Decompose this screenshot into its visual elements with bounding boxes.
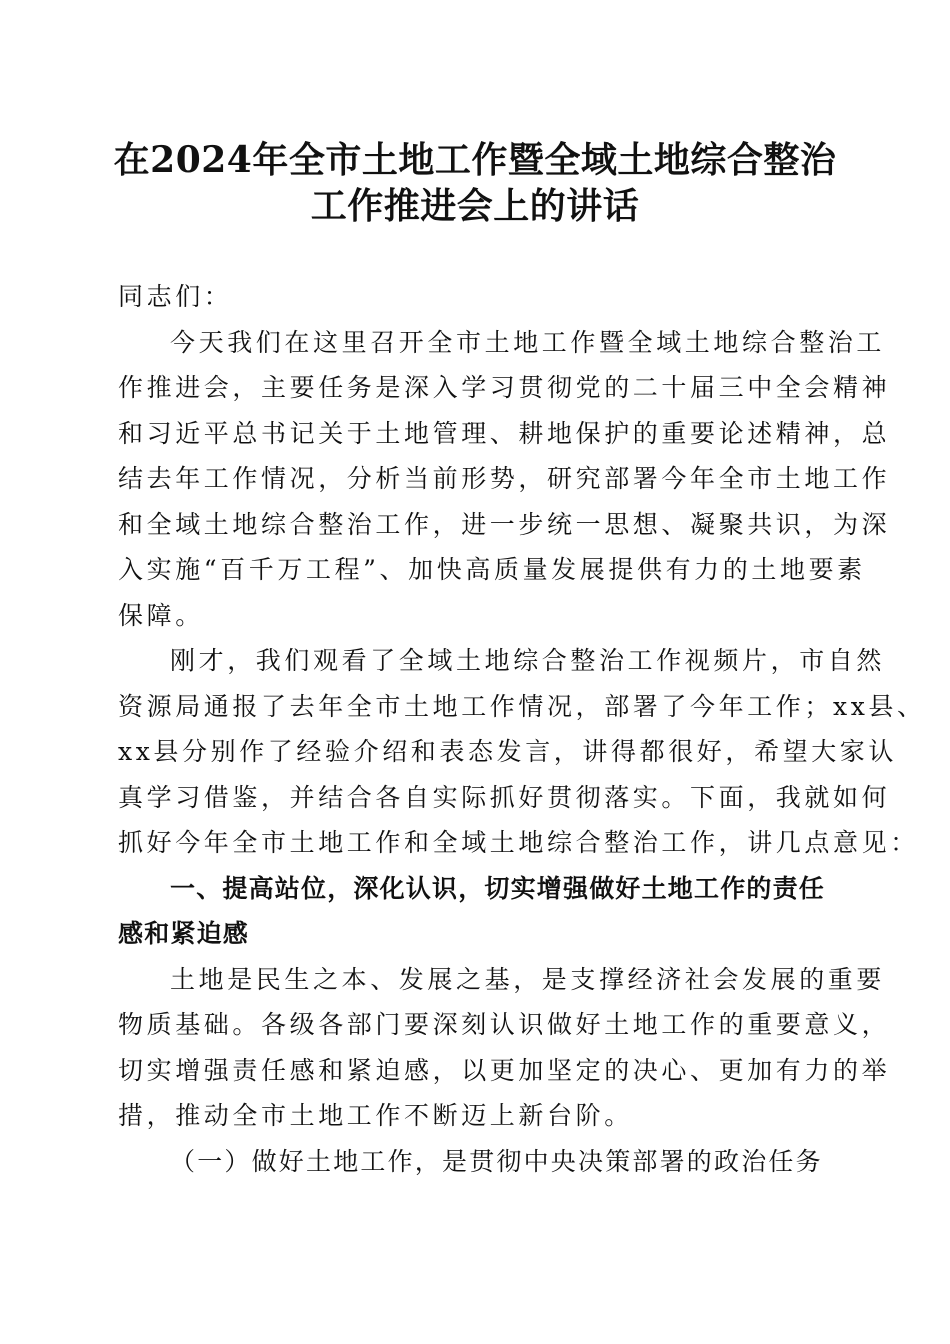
- document-title-line-1: 在2024年全市土地工作暨全域土地综合整治: [113, 139, 837, 181]
- document-title-line-2: 工作推进会上的讲话: [310, 185, 640, 227]
- paragraph-line: 物质基础。各级各部门要深刻认识做好土地工作的重要意义，: [118, 1010, 891, 1039]
- paragraph-line: xx县分别作了经验介绍和表态发言，讲得都很好，希望大家认: [118, 737, 898, 766]
- paragraph-line: 和全域土地综合整治工作，进一步统一思想、凝聚共识，为深: [118, 510, 891, 539]
- paragraph-line: 切实增强责任感和紧迫感，以更加坚定的决心、更加有力的举: [118, 1056, 891, 1085]
- subsection-heading: （一）做好土地工作，是贯彻中央决策部署的政治任务: [170, 1147, 823, 1176]
- paragraph-line: 刚才，我们观看了全域土地综合整治工作视频片，市自然: [170, 646, 886, 675]
- paragraph-line: 作推进会，主要任务是深入学习贯彻党的二十届三中全会精神: [118, 373, 891, 402]
- paragraph-line: 入实施“百千万工程”、加快高质量发展提供有力的土地要素: [118, 555, 866, 584]
- section-heading-line: 一、提高站位，深化认识，切实增强做好土地工作的责任: [170, 874, 826, 903]
- paragraph-line: 土地是民生之本、发展之基，是支撑经济社会发展的重要: [170, 965, 886, 994]
- paragraph-line: 真学习借鉴，并结合各自实际抓好贯彻落实。下面，我就如何: [118, 783, 891, 812]
- paragraph-line: 今天我们在这里召开全市土地工作暨全域土地综合整治工: [170, 328, 886, 357]
- salutation: 同志们：: [118, 282, 233, 311]
- paragraph-line: 措，推动全市土地工作不断迈上新台阶。: [118, 1101, 633, 1130]
- paragraph-line: 资源局通报了去年全市土地工作情况，部署了今年工作；xx县、: [118, 692, 926, 721]
- paragraph-line: 结去年工作情况，分析当前形势，研究部署今年全市土地工作: [118, 464, 891, 493]
- section-heading-line: 感和紧迫感: [118, 919, 250, 948]
- paragraph-line: 抓好今年全市土地工作和全域土地综合整治工作，讲几点意见：: [118, 828, 919, 857]
- paragraph-line: 和习近平总书记关于土地管理、耕地保护的重要论述精神，总: [118, 419, 891, 448]
- paragraph-line: 保障。: [118, 601, 204, 630]
